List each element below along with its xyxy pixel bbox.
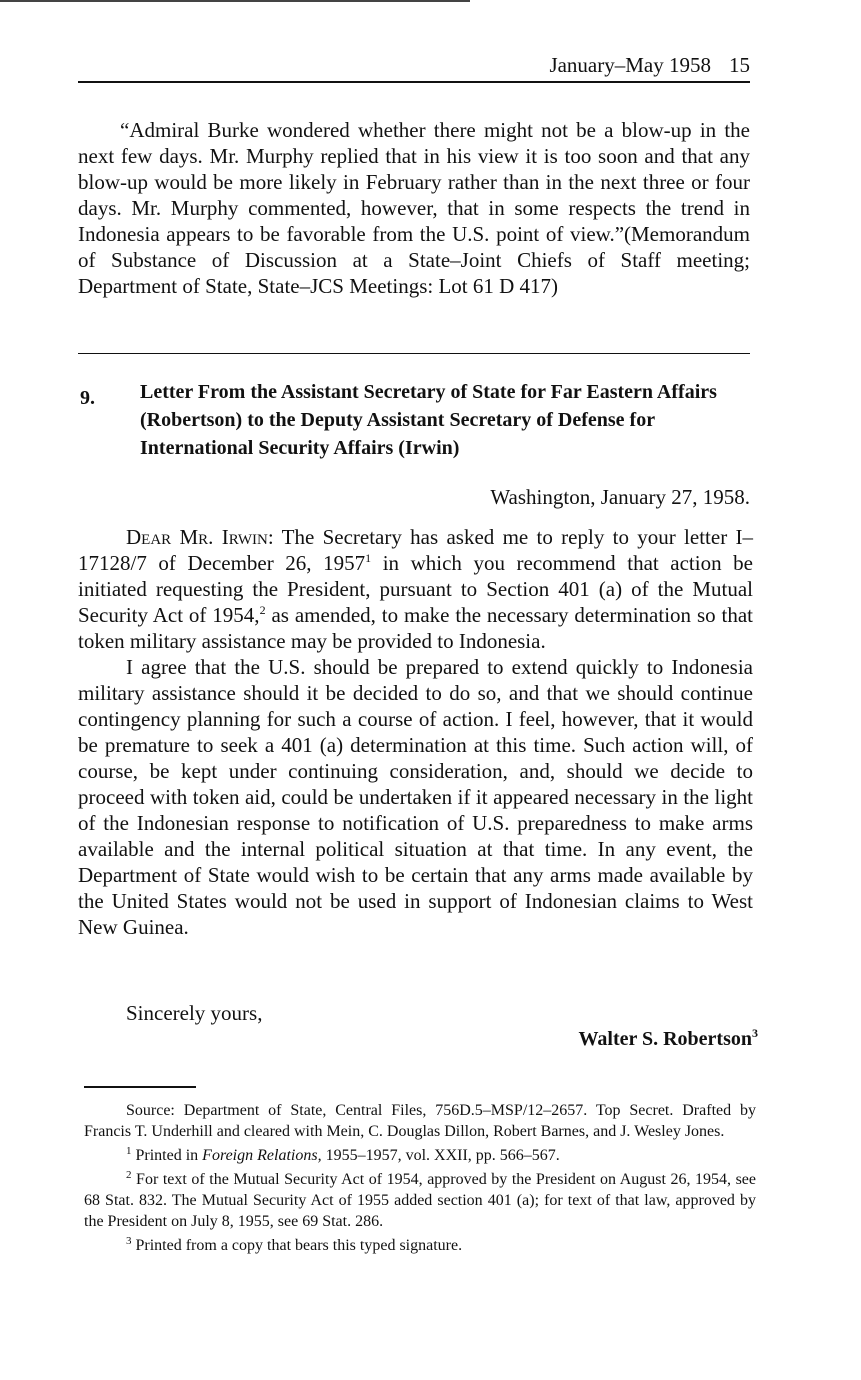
- para1-part-c: as amended, to make the necessary determination so that token military assistance may be provided to Indonesia.: [78, 603, 753, 653]
- dateline: Washington, January 27, 1958.: [490, 485, 750, 509]
- footnote-1: [84, 1145, 756, 1166]
- footnote-3: [84, 1235, 756, 1256]
- top-edge-rule: [0, 0, 470, 2]
- salutation: Dear Mr. Irwin:: [126, 525, 274, 549]
- footnote-2: [84, 1169, 756, 1232]
- section-separator: [78, 353, 750, 354]
- source-note: Source: Department of State, Central Files, 756D.5–MSP/12–2657. Top Secret. Drafted by Francis T. Underhill and cleared with Mein, C. Douglas Dillon, Robert Barnes, and J. Wesley Jones.: [84, 1102, 756, 1140]
- footnote-1-citation: 1955–1957, vol. XXII, pp. 566–567.: [321, 1147, 560, 1164]
- footnote-mark-1: 1: [126, 1145, 132, 1157]
- footnotes: [84, 1100, 756, 1259]
- letter-body: [78, 524, 753, 940]
- letter-paragraph-2: I agree that the U.S. should be prepared to extend quickly to Indonesia military assistance should it be decided to do so, and that we should continue contingency planning for such a course of action. I feel, however, that it would be premature to seek a 401 (a) determination at this time. Such action will, of course, be kept under continuing consideration, and, should we decide to proceed with token aid, could be undertaken if it appeared necessary in the light of the Indonesian response to notification of U.S. preparedness to make arms available and the internal political situation at that time. In any event, the Department of State would wish to be certain that any arms made available by the United States would not be used in support of Indonesian claims to West New Guinea.: [78, 655, 753, 939]
- footnote-1-prefix: Printed in: [131, 1147, 203, 1164]
- footnote-rule: [84, 1086, 196, 1088]
- signature-name: Walter S. Robertson: [578, 1028, 752, 1050]
- document-number: 9.: [80, 387, 95, 409]
- letter-paragraph-1: [78, 524, 753, 654]
- document-title: Letter From the Assistant Secretary of State for Far Eastern Affairs (Robertson) to the Deputy Assistant Secretary of Defense for International Security Affairs (Irwin): [140, 381, 717, 459]
- quoted-memorandum: [78, 117, 750, 299]
- footnote-1-series-title: Foreign Relations,: [202, 1147, 322, 1164]
- para1-part-b: in which you recommend that action be initiated requesting the President, pursuant to Section 401 (a) of the Mutual Security Act of 1954,: [78, 551, 753, 627]
- footnote-mark-2: 2: [126, 1169, 132, 1181]
- footnote-ref-3: 3: [752, 1026, 758, 1040]
- running-title: January–May 1958: [549, 53, 711, 77]
- running-header: [78, 50, 750, 80]
- page-number: 15: [729, 53, 750, 77]
- footnote-ref-2: 2: [259, 603, 266, 617]
- footnote-ref-1: 1: [365, 551, 372, 565]
- quote-paragraph: “Admiral Burke wondered whether there might not be a blow-up in the next few days. Mr. Murphy replied that in his view it is too soon and that any blow-up would be more likely in February rather than in the next three or four days. Mr. Murphy commented, however, that in some respects the trend in Indonesia appears to be favorable from the U.S. point of view.”(Memorandum of Substance of Discussion at a State–Joint Chiefs of Staff meeting; Department of State, State–JCS Meetings: Lot 61 D 417): [78, 118, 750, 298]
- closing: Sincerely yours,: [126, 1001, 263, 1025]
- footnote-2-text: For text of the Mutual Security Act of 1954, approved by the President on August 26, 1954, see 68 Stat. 832. The Mutual Security Act of 1955 added section 401 (a); for text of that law, approved by the President on July 8, 1955, see 69 Stat. 286.: [84, 1171, 756, 1230]
- footnote-3-text: Printed from a copy that bears this typed signature.: [131, 1237, 463, 1254]
- footnote-mark-3: 3: [126, 1235, 132, 1247]
- header-rule: [78, 81, 750, 83]
- para1-part-a: The Secretary has asked me to reply to your letter I–17128/7 of December 26, 1957: [78, 525, 753, 575]
- signature: [78, 1024, 758, 1054]
